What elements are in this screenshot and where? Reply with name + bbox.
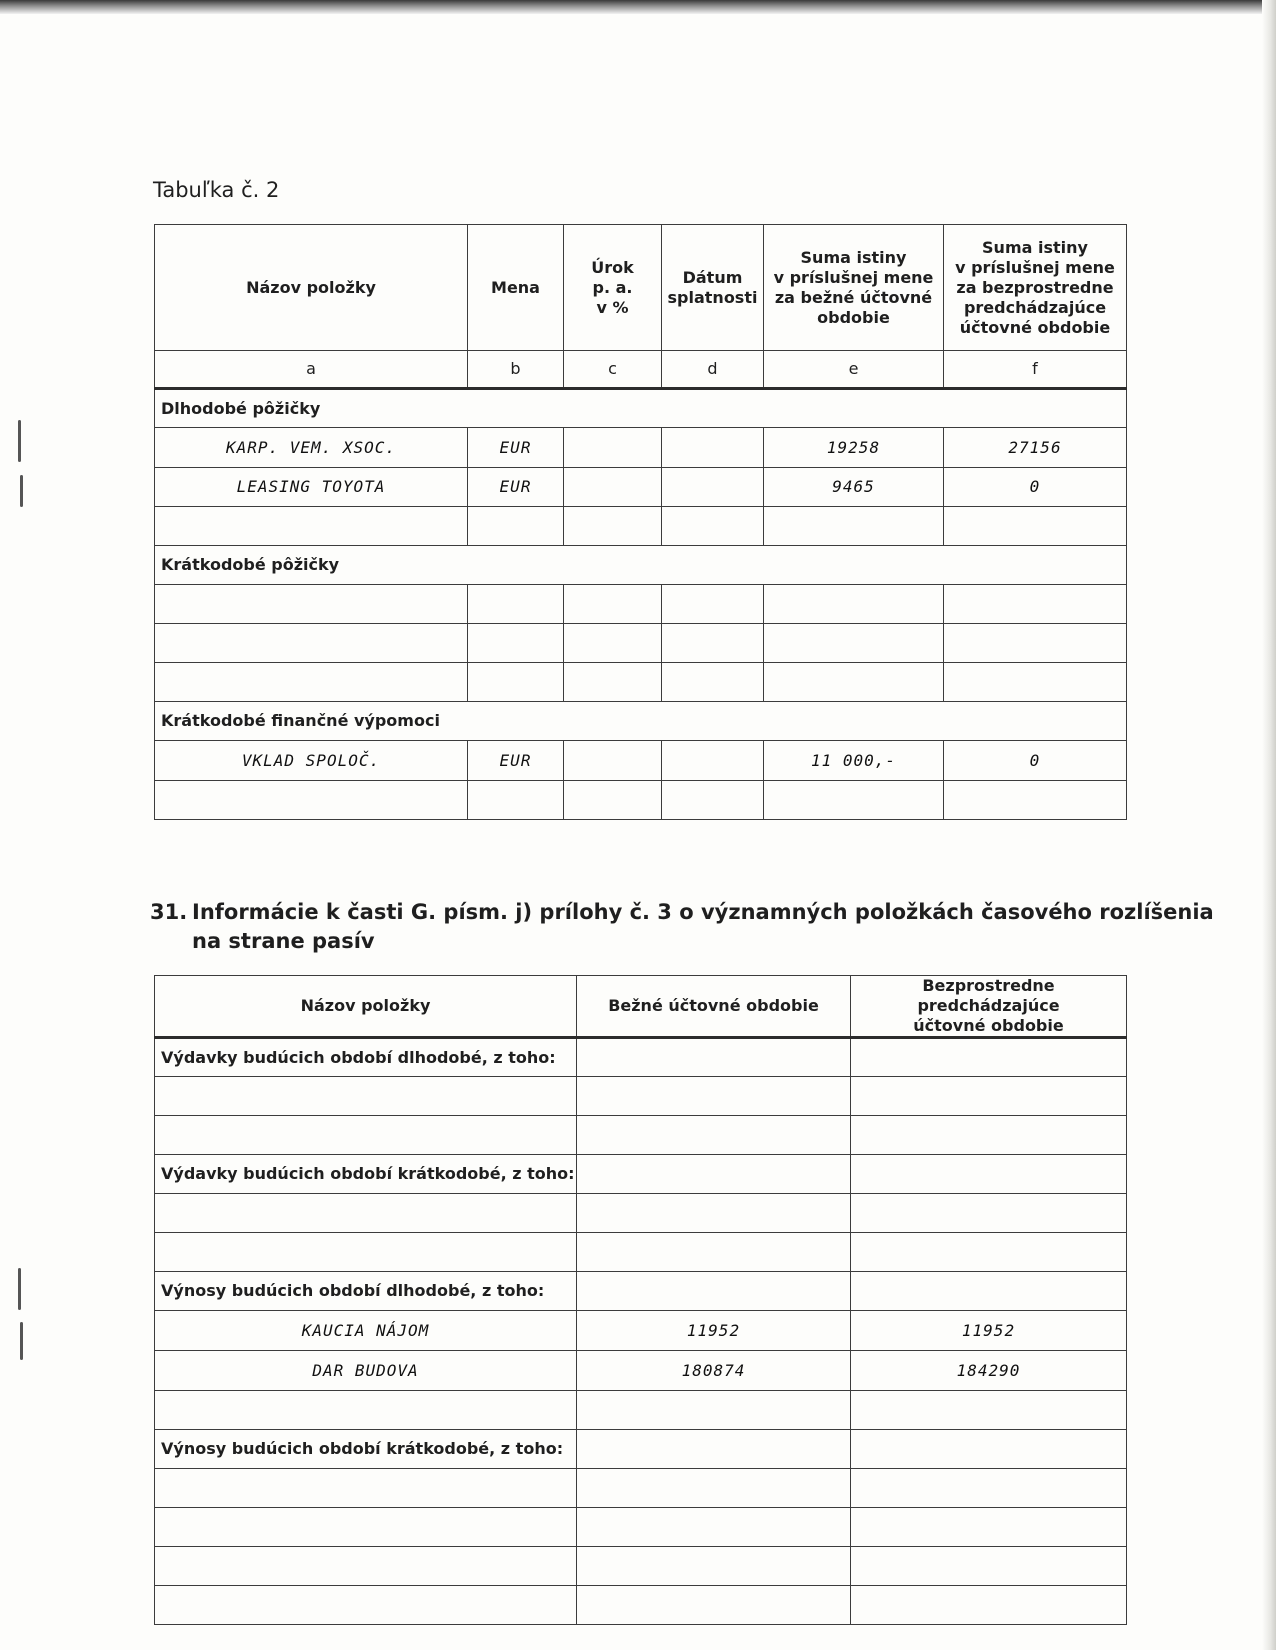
cell-previous: [851, 1233, 1127, 1272]
cell-current: 19258: [764, 428, 944, 468]
cell-currency: [468, 663, 564, 702]
section-number: 31.: [150, 900, 188, 924]
cell-empty: [851, 1155, 1127, 1194]
cell-due-date: [662, 468, 764, 507]
table-row: [155, 1116, 1127, 1155]
section-title-line2: na strane pasív: [192, 929, 375, 953]
cell-empty: [851, 1272, 1127, 1311]
cell-empty: [577, 1272, 851, 1311]
cell-interest: [564, 741, 662, 781]
section-row: [155, 1430, 1127, 1469]
cell-empty: [851, 1038, 1127, 1077]
section-row: [155, 1272, 1127, 1311]
table-row: [155, 663, 1127, 702]
cell-due-date: [662, 428, 764, 468]
cell-previous: [944, 624, 1127, 663]
binding-mark: [18, 1268, 21, 1310]
header-due-date: Dátum splatnosti: [662, 225, 764, 351]
table-row: [155, 468, 1127, 507]
table-row: [155, 1586, 1127, 1625]
cell-current: [577, 1233, 851, 1272]
table-row: [155, 741, 1127, 781]
section-row: [155, 1038, 1127, 1077]
cell-previous: [851, 1077, 1127, 1116]
cell-previous: [851, 1469, 1127, 1508]
table-header-row: [155, 225, 1127, 351]
cell-current: [577, 1469, 851, 1508]
column-letter: e: [764, 351, 944, 389]
cell-current: [577, 1194, 851, 1233]
column-letters-row: [155, 351, 1127, 389]
cell-previous: 0: [944, 468, 1127, 507]
cell-previous: [851, 1547, 1127, 1586]
header-item-name: Názov položky: [155, 225, 468, 351]
section-row: [155, 389, 1127, 428]
cell-item: [155, 1547, 577, 1586]
cell-item: KAUCIA NÁJOM: [155, 1311, 577, 1351]
binding-mark: [20, 475, 23, 507]
cell-due-date: [662, 585, 764, 624]
table-row: [155, 1508, 1127, 1547]
cell-current: [577, 1547, 851, 1586]
cell-item: [155, 1469, 577, 1508]
cell-currency: EUR: [468, 428, 564, 468]
table-row: [155, 585, 1127, 624]
cell-previous: [944, 507, 1127, 546]
cell-current: [764, 781, 944, 820]
table-header-row: [155, 976, 1127, 1038]
section-title: Výdavky budúcich období dlhodobé, z toho:: [155, 1038, 577, 1077]
cell-item: [155, 585, 468, 624]
cell-item: LEASING TOYOTA: [155, 468, 468, 507]
accruals-table: [154, 975, 1127, 1625]
table-row: [155, 428, 1127, 468]
header-interest: Úrok p. a. v %: [564, 225, 662, 351]
cell-item: [155, 507, 468, 546]
cell-item: [155, 1586, 577, 1625]
cell-empty: [577, 1430, 851, 1469]
section-title: Krátkodobé finančné výpomoci: [155, 702, 1127, 741]
table-row: [155, 1351, 1127, 1391]
cell-item: VKLAD SPOLOČ.: [155, 741, 468, 781]
cell-due-date: [662, 663, 764, 702]
cell-currency: EUR: [468, 468, 564, 507]
cell-due-date: [662, 741, 764, 781]
loans-table: [154, 224, 1127, 820]
cell-current: 180874: [577, 1351, 851, 1391]
cell-currency: [468, 585, 564, 624]
header-principal-previous: Suma istiny v príslušnej mene za bezprostredne predchádzajúce účtovné obdobie: [944, 225, 1127, 351]
section-title: Výdavky budúcich období krátkodobé, z toho:: [155, 1155, 577, 1194]
section-row: [155, 702, 1127, 741]
header-item-name: Názov položky: [155, 976, 577, 1038]
cell-interest: [564, 428, 662, 468]
binding-mark: [18, 420, 21, 462]
table-row: [155, 1311, 1127, 1351]
cell-current: [577, 1586, 851, 1625]
section-title: Krátkodobé pôžičky: [155, 546, 1127, 585]
cell-interest: [564, 624, 662, 663]
cell-current: [764, 585, 944, 624]
cell-interest: [564, 663, 662, 702]
cell-current: [764, 663, 944, 702]
section-title: Výnosy budúcich období krátkodobé, z toho:: [155, 1430, 577, 1469]
cell-empty: [577, 1038, 851, 1077]
table-caption: Tabuľka č. 2: [153, 178, 280, 202]
cell-previous: [944, 585, 1127, 624]
cell-currency: [468, 624, 564, 663]
cell-interest: [564, 781, 662, 820]
header-currency: Mena: [468, 225, 564, 351]
cell-item: [155, 624, 468, 663]
column-letter: c: [564, 351, 662, 389]
cell-previous: [944, 663, 1127, 702]
table-row: [155, 781, 1127, 820]
table-row: [155, 1391, 1127, 1430]
cell-item: KARP. VEM. XSOC.: [155, 428, 468, 468]
section-title-line1: Informácie k časti G. písm. j) prílohy č. 3 o významných položkách časového rozlíšenia: [192, 900, 1214, 924]
cell-interest: [564, 468, 662, 507]
cell-previous: 11952: [851, 1311, 1127, 1351]
cell-previous: [851, 1194, 1127, 1233]
cell-item: [155, 1508, 577, 1547]
cell-item: [155, 1391, 577, 1430]
cell-previous: [851, 1391, 1127, 1430]
cell-currency: EUR: [468, 741, 564, 781]
page-right-edge: [1262, 0, 1276, 1650]
cell-item: [155, 1194, 577, 1233]
table-row: [155, 1194, 1127, 1233]
cell-item: [155, 1116, 577, 1155]
cell-previous: [851, 1116, 1127, 1155]
table-row: [155, 1547, 1127, 1586]
header-previous-period: Bezprostredne predchádzajúce účtovné obdobie: [851, 976, 1127, 1038]
table-row: [155, 624, 1127, 663]
cell-previous: 0: [944, 741, 1127, 781]
cell-item: [155, 1077, 577, 1116]
cell-current: 11 000,-: [764, 741, 944, 781]
column-letter: f: [944, 351, 1127, 389]
binding-mark: [20, 1322, 23, 1360]
cell-item: [155, 663, 468, 702]
cell-due-date: [662, 781, 764, 820]
cell-currency: [468, 781, 564, 820]
header-principal-current: Suma istiny v príslušnej mene za bežné účtovné obdobie: [764, 225, 944, 351]
cell-current: [577, 1116, 851, 1155]
cell-current: [577, 1391, 851, 1430]
column-letter: a: [155, 351, 468, 389]
section-title: Dlhodobé pôžičky: [155, 389, 1127, 428]
cell-previous: [851, 1508, 1127, 1547]
cell-interest: [564, 585, 662, 624]
cell-empty: [577, 1155, 851, 1194]
table-row: [155, 507, 1127, 546]
table-row: [155, 1077, 1127, 1116]
section-31-heading: [150, 898, 1214, 956]
cell-currency: [468, 507, 564, 546]
cell-item: [155, 1233, 577, 1272]
cell-previous: 184290: [851, 1351, 1127, 1391]
header-current-period: Bežné účtovné obdobie: [577, 976, 851, 1038]
cell-current: [764, 507, 944, 546]
cell-interest: [564, 507, 662, 546]
cell-empty: [851, 1430, 1127, 1469]
section-row: [155, 546, 1127, 585]
cell-item: [155, 781, 468, 820]
section-title: Výnosy budúcich období dlhodobé, z toho:: [155, 1272, 577, 1311]
table-row: [155, 1469, 1127, 1508]
cell-current: [577, 1508, 851, 1547]
cell-item: DAR BUDOVA: [155, 1351, 577, 1391]
section-row: [155, 1155, 1127, 1194]
cell-current: [764, 624, 944, 663]
cell-current: 9465: [764, 468, 944, 507]
page-top-edge: [0, 0, 1262, 14]
column-letter: b: [468, 351, 564, 389]
cell-previous: 27156: [944, 428, 1127, 468]
cell-due-date: [662, 624, 764, 663]
cell-current: [577, 1077, 851, 1116]
table-row: [155, 1233, 1127, 1272]
cell-previous: [851, 1586, 1127, 1625]
cell-due-date: [662, 507, 764, 546]
column-letter: d: [662, 351, 764, 389]
cell-current: 11952: [577, 1311, 851, 1351]
cell-previous: [944, 781, 1127, 820]
